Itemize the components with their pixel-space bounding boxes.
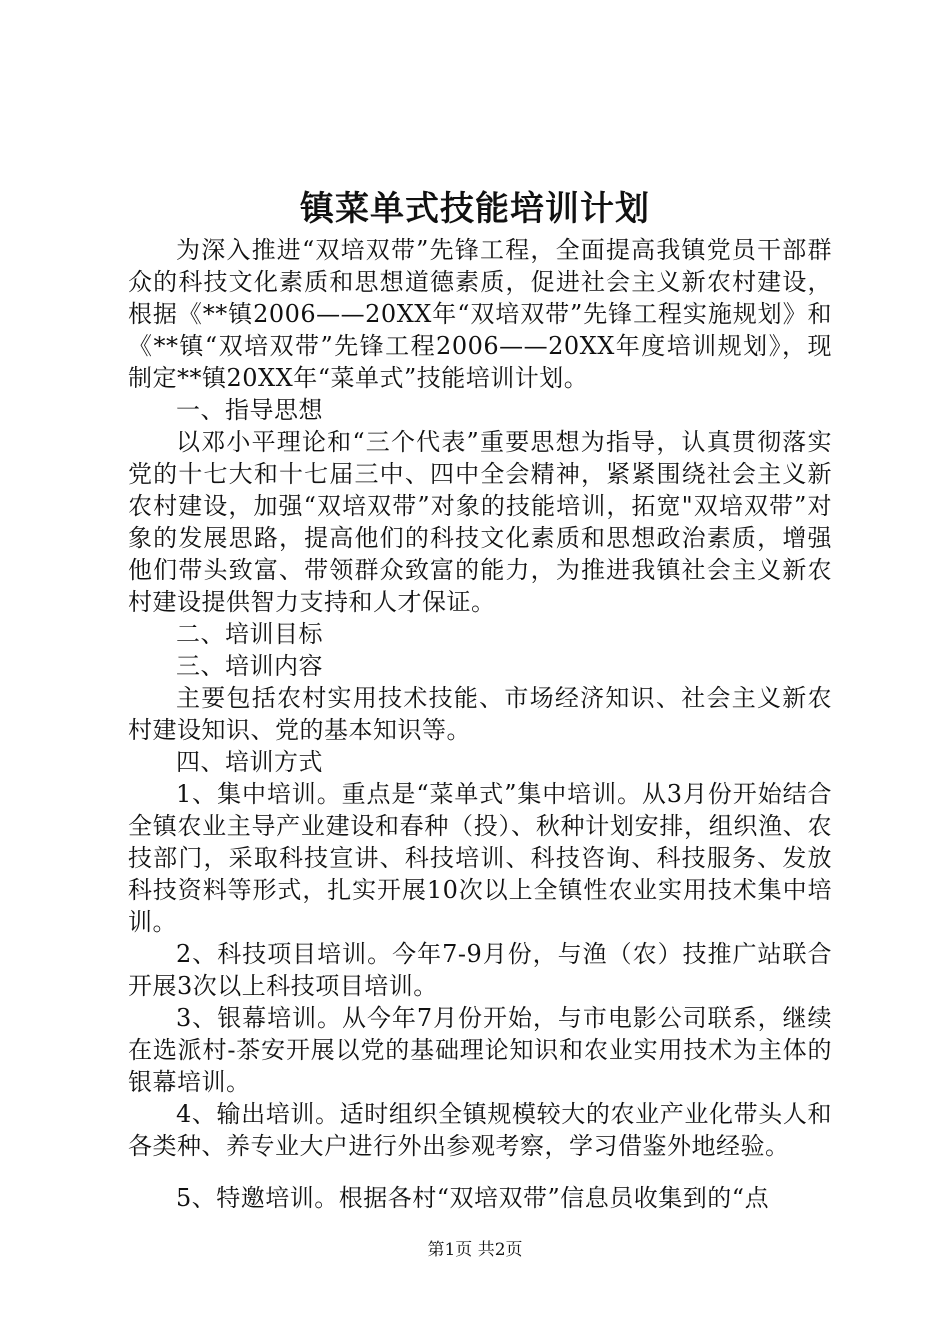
- heading-guiding-thought: 一、指导思想: [176, 396, 323, 424]
- paragraph-intro: 为深入推进“双培双带”先锋工程，全面提高我镇党员干部群众的科技文化素质和思想道德素质，促进社会主义新农村建设，根据《**镇2006——20XX年“双培双带”先锋工程实施规划》和《**镇“双培双带”先锋工程2006——20XX年度培训规划》，现制定**镇20XX年“菜单式”技能培训计划。: [128, 236, 832, 392]
- paragraph-guiding-thought: 以邓小平理论和“三个代表”重要思想为指导，认真贯彻落实党的十七大和十七届三中、四中全会精神，紧紧围绕社会主义新农村建设，加强“双培双带”对象的技能培训，拓宽"双培双带”对象的发展思路，提高他们的科技文化素质和思想政治素质，增强他们带头致富、带领群众致富的能力，为推进我镇社会主义新农村建设提供智力支持和人才保证。: [128, 428, 832, 616]
- heading-training-goal: 二、培训目标: [176, 620, 323, 648]
- heading-training-method: 四、培训方式: [176, 748, 323, 776]
- document-body: [128, 234, 832, 1214]
- paragraph-method-5: 5、特邀培训。根据各村“双培双带”信息员收集到的“点: [176, 1184, 770, 1212]
- paragraph-training-content: 主要包括农村实用技术技能、市场经济知识、社会主义新农村建设知识、党的基本知识等。: [128, 684, 832, 744]
- document-title: 镇菜单式技能培训计划: [300, 189, 650, 229]
- paragraph-method-3: 3、银幕培训。从今年7月份开始，与市电影公司联系，继续在选派村-茶安开展以党的基础理论知识和农业实用技术为主体的银幕培训。: [128, 1004, 832, 1096]
- paragraph-method-1: 1、集中培训。重点是“菜单式”集中培训。从3月份开始结合全镇农业主导产业建设和春种（投）、秋种计划安排，组织渔、农技部门，采取科技宣讲、科技培训、科技咨询、科技服务、发放科技资料等形式，扎实开展10次以上全镇性农业实用技术集中培训。: [128, 780, 832, 936]
- heading-training-content: 三、培训内容: [176, 652, 323, 680]
- paragraph-method-2: 2、科技项目培训。今年7-9月份，与渔（农）技推广站联合开展3次以上科技项目培训。: [128, 940, 832, 1000]
- page-number-footer: 第1页 共2页: [427, 1240, 523, 1260]
- paragraph-method-4: 4、输出培训。适时组织全镇规模较大的农业产业化带头人和各类种、养专业大户进行外出参观考察，学习借鉴外地经验。: [128, 1100, 832, 1160]
